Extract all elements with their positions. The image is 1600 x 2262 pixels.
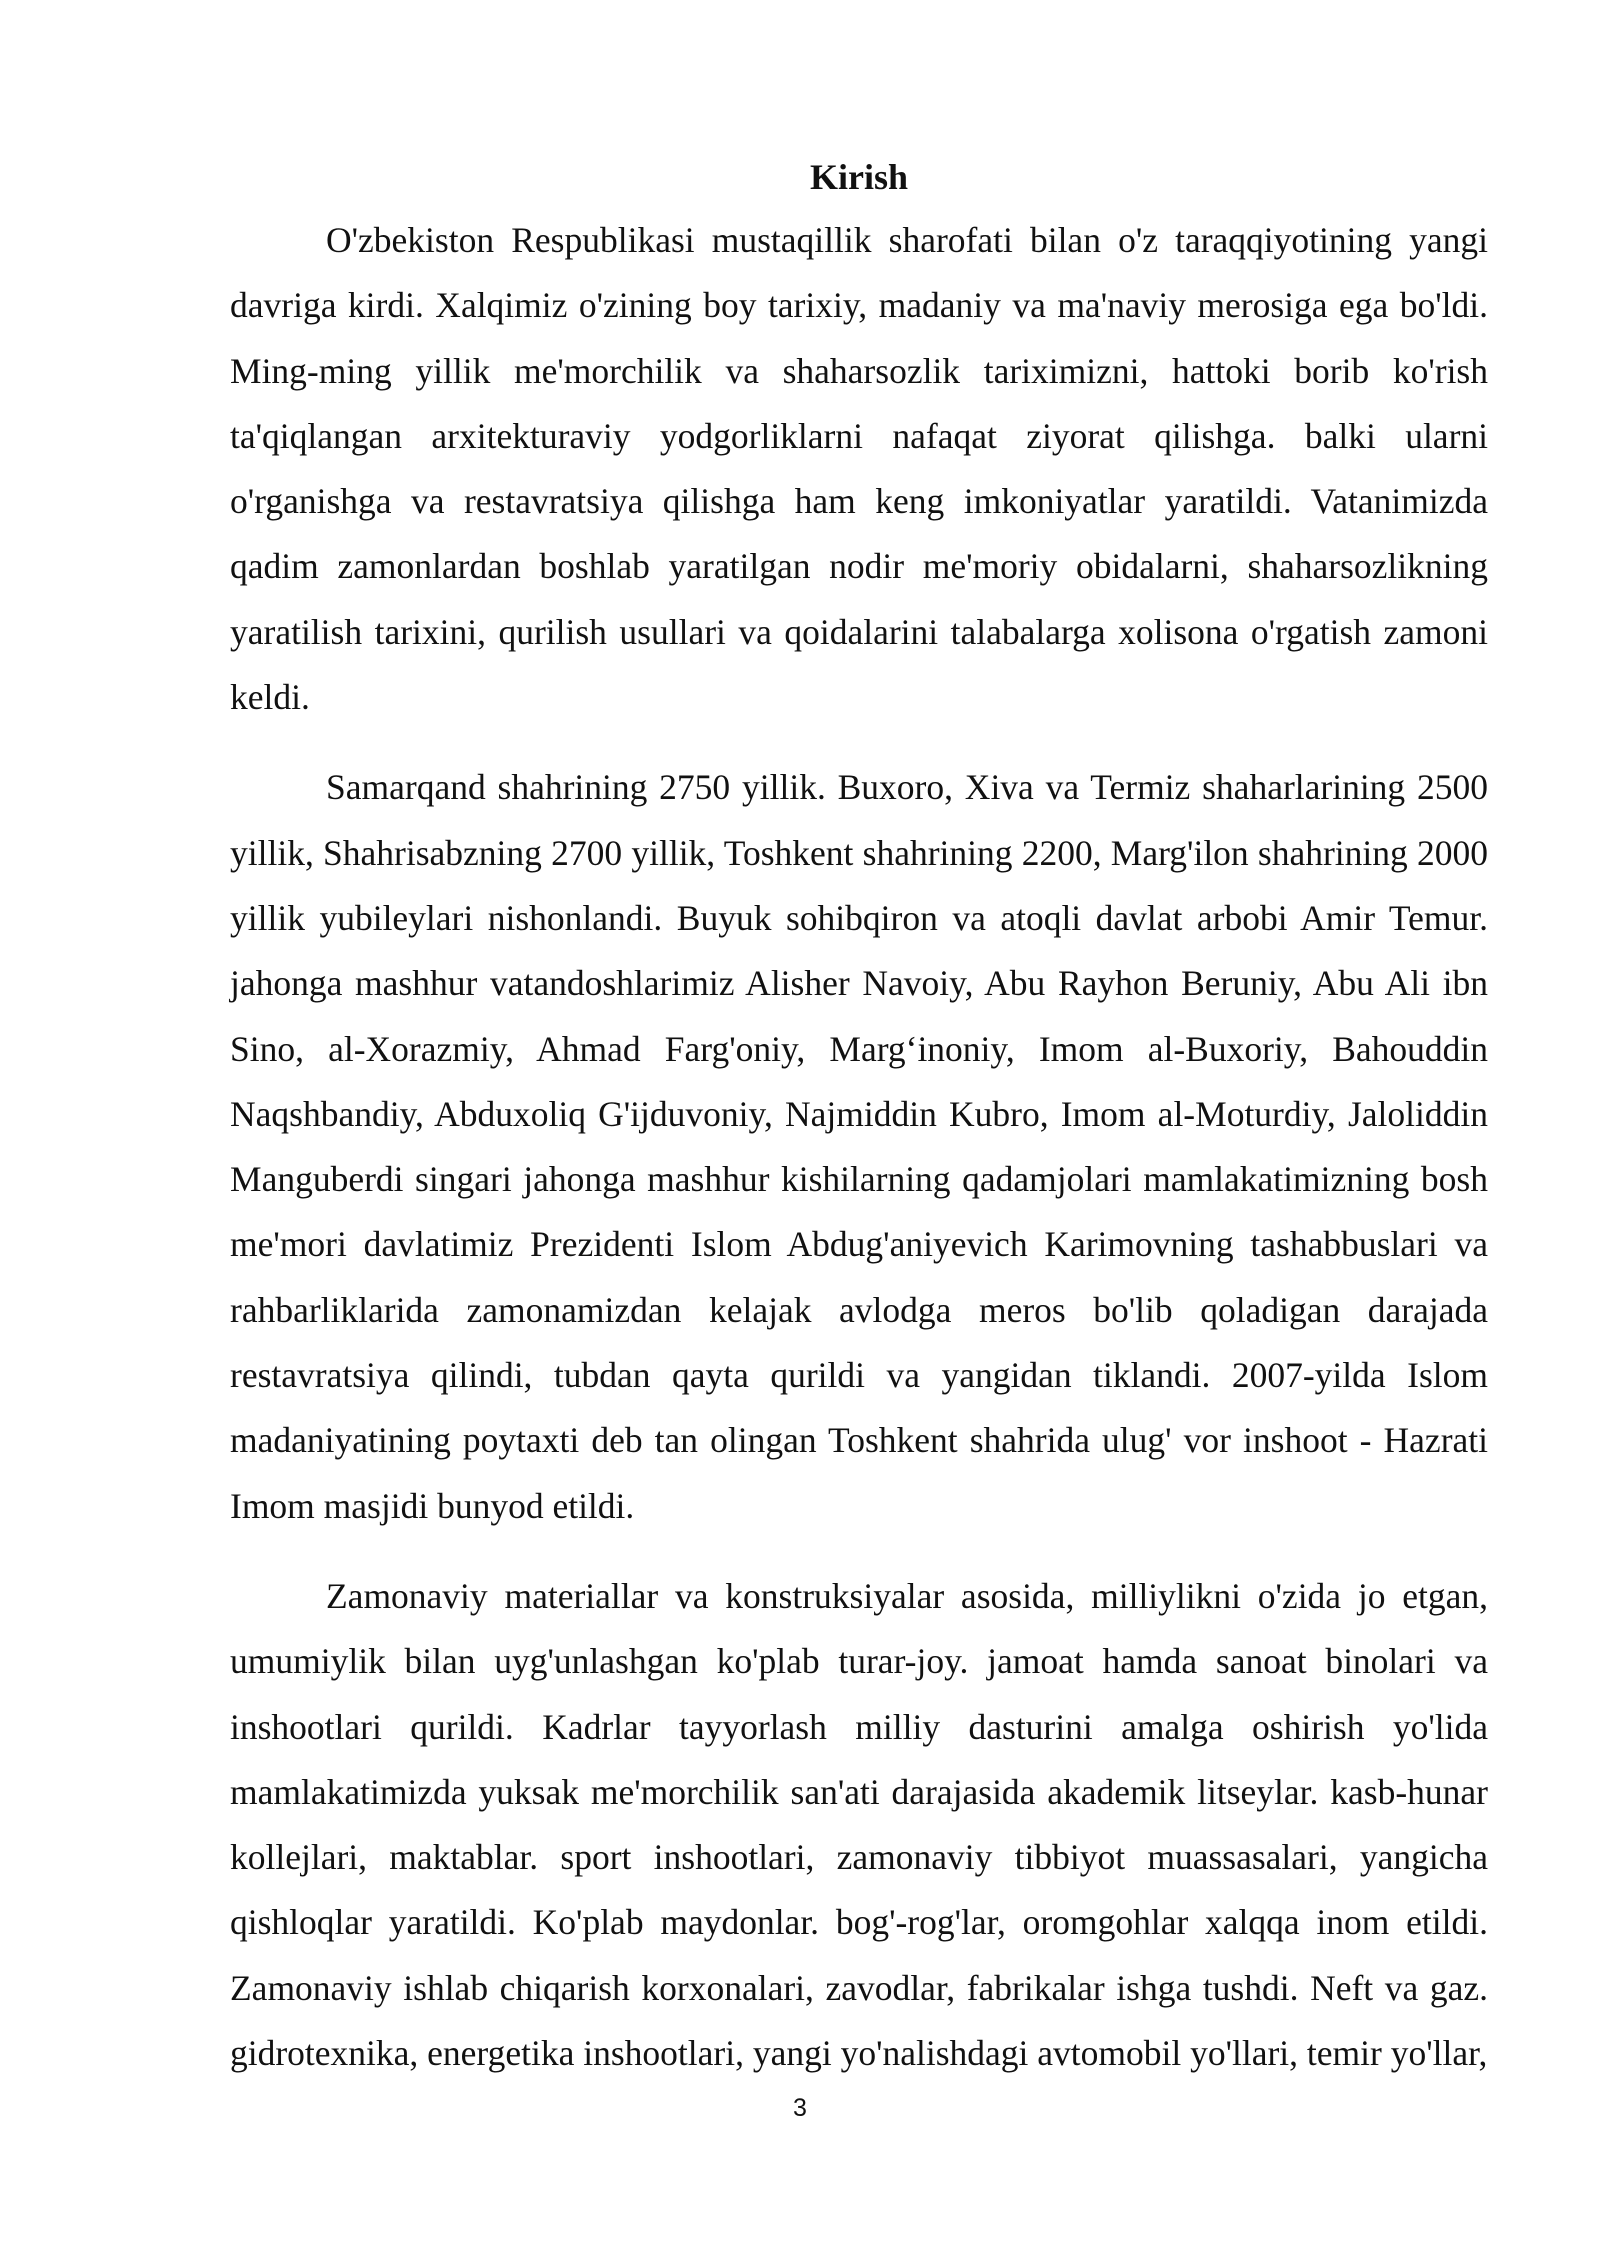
paragraph-3: Zamonaviy materiallar va konstruksiyalar asosida, milliylikni o'zida jo etgan, umumiylik bilan uyg'unlashgan ko'plab turar-joy. jamoat hamda sanoat binolari va inshootlari qurildi. Kadrlar tayyorlash milliy dasturini amalga oshirish yo'lida mamlakatimizda yuksak me'morchilik san'ati darajasida akademik litseylar. kasb-hunar kollejlari, maktablar. sport inshootlari, zamonaviy tibbiyot muassasalari, yangicha qishloqlar yaratildi. Ko'plab maydonlar. bog'-rog'lar, oromgohlar xalqqa inom etildi. Zamonaviy ishlab chiqarish korxonalari, zavodlar, fabrikalar ishga tushdi. Neft va gaz. gidrotexnika, energetika inshootlari, yangi yo'nalishdagi avtomobil yo'llari, temir yo'llar, (230, 1575, 1488, 2074)
paragraph-2: Samarqand shahrining 2750 yillik. Buxoro, Xiva va Termiz shaharlarining 2500 yillik, Shahrisabzning 2700 yillik, Toshkent shahrining 2200, Marg'ilon shahrining 2000 yillik yubileylari nishonlandi. Buyuk sohibqiron va atoqli davlat arbobi Amir Temur. jahonga mashhur vatandoshlarimiz Alisher Navoiy, Abu Rayhon Beruniy, Abu Ali ibn Sino, al-Xorazmiy, Ahmad Farg'oniy, Marg‘inoniy, Imom al-Buxoriy, Bahouddin Naqshbandiy, Abduxoliq G'ijduvoniy, Najmiddin Kubro, Imom al-Moturdiy, Jaloliddin Manguberdi singari jahonga mashhur kishilarning qadamjolari mamlakatimizning bosh me'mori davlatimiz Prezidenti Islom Abdug'aniyevich Karimovning tashabbuslari va rahbarliklarida zamonamizdan kelajak avlodga meros bo'lib qoladigan darajada restavratsiya qilindi, tubdan qayta qurildi va yangidan tiklandi. 2007-yilda Islom madaniyatining poytaxti deb tan olingan Toshkent shahrida ulug' vor inshoot - Hazrati Imom masjidi bunyod etildi. (230, 767, 1488, 1526)
page-content (230, 150, 1488, 2111)
section-title: Kirish (809, 157, 908, 197)
paragraph-1: O'zbekiston Respublikasi mustaqillik sharofati bilan o'z taraqqiyotining yangi davriga kirdi. Xalqimiz o'zining boy tarixiy, madaniy va ma'naviy merosiga ega bo'ldi. Ming-ming yillik me'morchilik va shaharsozlik tariximizni, hattoki borib ko'rish ta'qiqlangan arxitekturaviy yodgorliklarni nafaqat ziyorat qilishga. balki ularni o'rganishga va restavratsiya qilishga ham keng imkoniyatlar yaratildi. Vatanimizda qadim zamonlardan boshlab yaratilgan nodir me'moriy obidalarni, shaharsozlikning yaratilish tarixini, qurilish usullari va qoidalarini talabalarga xolisona o'rgatish zamoni keldi. (230, 220, 1488, 718)
page-number: 3 (793, 2094, 807, 2122)
